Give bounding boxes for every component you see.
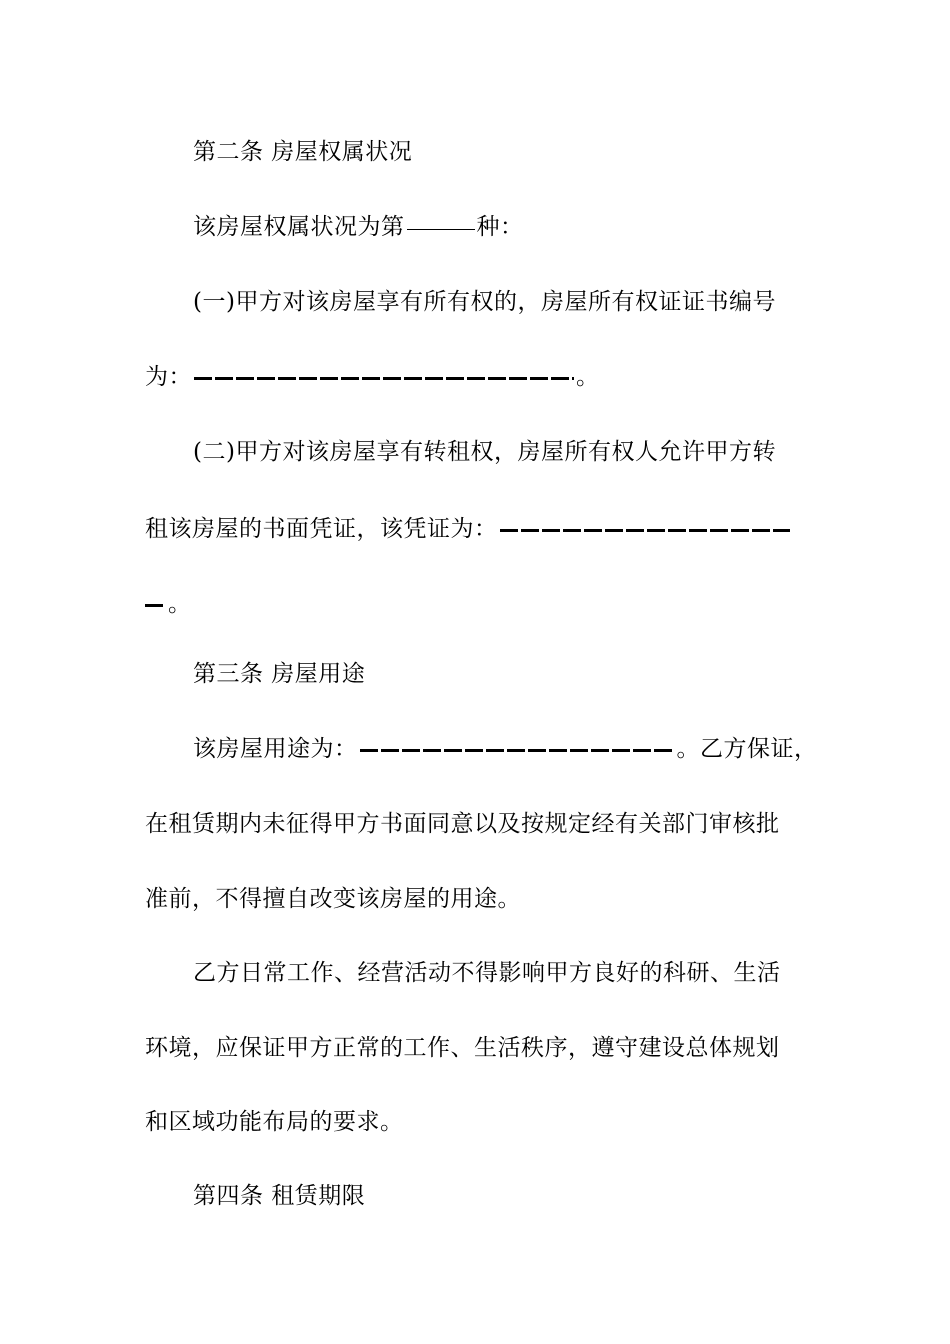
house-use-blank	[360, 749, 675, 752]
ownership-intro: 该房屋权属状况为第 种：	[193, 214, 524, 240]
use-line-3: 准前，不得擅自改变该房屋的用途。	[145, 886, 521, 912]
ownership-type-blank	[407, 229, 475, 230]
daily-line-1: 乙方日常工作、经营活动不得影响甲方良好的科研、生活	[193, 960, 781, 986]
use-line-1: 该房屋用途为： 。乙方保证，	[193, 736, 818, 762]
item-1-line-2: 为： 。	[145, 364, 600, 390]
item-1-line-1: (一)甲方对该房屋享有所有权的，房屋所有权证证书编号	[193, 289, 776, 315]
article-4-heading: 第四条 租赁期限	[193, 1183, 366, 1209]
item-2-line-2: 租该房屋的书面凭证，该凭证为：	[145, 509, 825, 549]
item-2-line-1: (二)甲方对该房屋享有转租权，房屋所有权人允许甲方转	[193, 439, 776, 465]
article-2-heading: 第二条 房屋权属状况	[193, 139, 413, 165]
article-3-heading: 第三条 房屋用途	[193, 661, 366, 687]
voucher-blank-continued	[145, 604, 166, 607]
daily-line-2: 环境，应保证甲方正常的工作、生活秩序，遵守建设总体规划	[145, 1035, 780, 1061]
certificate-number-blank	[194, 377, 574, 380]
use-line-2: 在租赁期内未征得甲方书面同意以及按规定经有关部门审核批	[145, 811, 780, 837]
voucher-blank	[500, 529, 790, 532]
daily-line-3: 和区域功能布局的要求。	[145, 1109, 404, 1135]
item-2-line-3: 。	[145, 584, 825, 624]
